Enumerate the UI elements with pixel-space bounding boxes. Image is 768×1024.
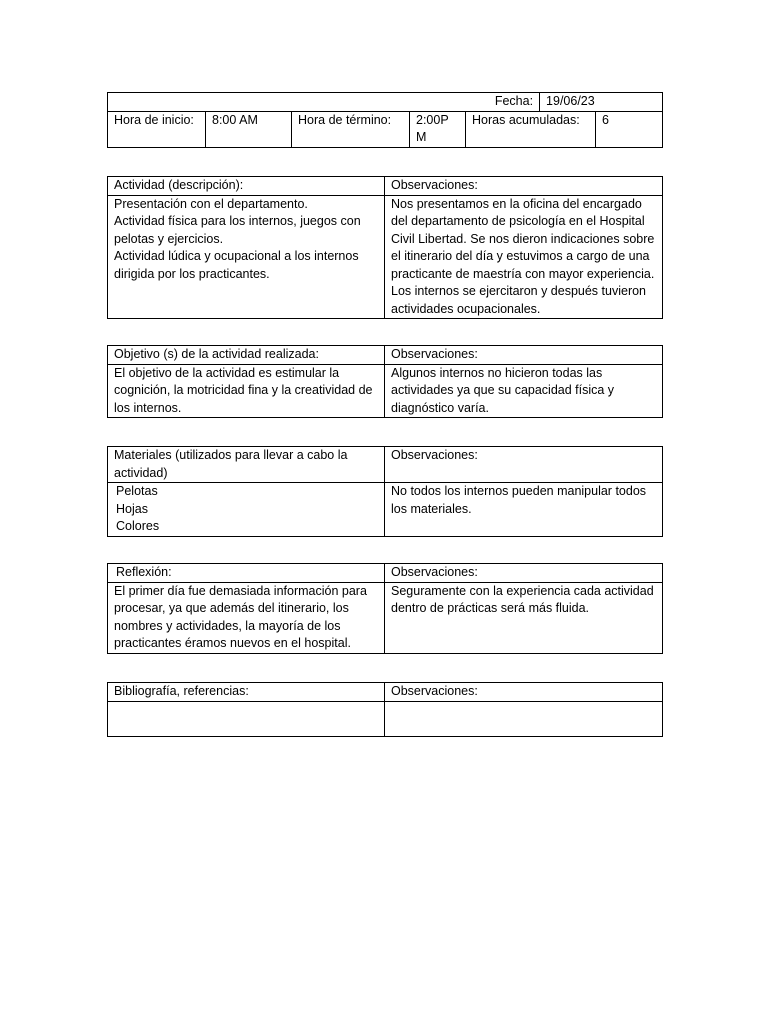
actividad-section [107, 176, 662, 319]
materiales-observaciones-header: Observaciones: [385, 447, 663, 483]
fecha-label: Fecha: [108, 93, 540, 112]
objetivo-section [107, 345, 662, 418]
bibliografia-content [108, 701, 385, 736]
header-table-wrapper [107, 92, 662, 148]
materiales-list: Pelotas Hojas Colores [108, 483, 385, 537]
reflexion-header: Reflexión: [108, 564, 385, 583]
reflexion-observaciones-header: Observaciones: [385, 564, 663, 583]
hora-inicio-label: Hora de inicio: [108, 111, 206, 147]
header-table [107, 92, 663, 148]
hora-termino-value: 2:00P M [410, 111, 466, 147]
hora-inicio-value: 8:00 AM [206, 111, 292, 147]
hora-termino-label: Hora de término: [292, 111, 410, 147]
objetivo-observaciones: Algunos internos no hicieron todas las actividades ya que su capacidad física y diagnóstico varía. [385, 364, 663, 418]
objetivo-observaciones-header: Observaciones: [385, 346, 663, 365]
actividad-observaciones: Nos presentamos en la oficina del encargado del departamento de psicología en el Hospital Civil Libertad. Se nos dieron indicaciones sobre el itinerario del día y estuvimos a cargo de una practicante de maestría con mayor experiencia. Los internos se ejercitaron y después tuvieron actividades ocupacionales. [385, 195, 663, 319]
actividad-table [107, 176, 663, 319]
reflexion-observaciones: Seguramente con la experiencia cada actividad dentro de prácticas será más fluida. [385, 582, 663, 653]
fecha-value: 19/06/23 [540, 93, 663, 112]
materiales-header: Materiales (utilizados para llevar a cabo la actividad) [108, 447, 385, 483]
bibliografia-observaciones [385, 701, 663, 736]
objetivo-header: Objetivo (s) de la actividad realizada: [108, 346, 385, 365]
actividad-header: Actividad (descripción): [108, 177, 385, 196]
reflexion-table [107, 563, 663, 654]
materiales-observaciones: No todos los internos pueden manipular todos los materiales. [385, 483, 663, 537]
bibliografia-section [107, 682, 662, 737]
materiales-section [107, 446, 662, 537]
horas-acumuladas-value: 6 [596, 111, 663, 147]
objetivo-description: El objetivo de la actividad es estimular la cognición, la motricidad fina y la creatividad de los internos. [108, 364, 385, 418]
bibliografia-header: Bibliografía, referencias: [108, 683, 385, 702]
actividad-observaciones-header: Observaciones: [385, 177, 663, 196]
reflexion-description: El primer día fue demasiada información para procesar, ya que además del itinerario, los nombres y actividades, la mayoría de los practicantes éramos nuevos en el hospital. [108, 582, 385, 653]
actividad-description: Presentación con el departamento. Actividad física para los internos, juegos con pelotas y ejercicios. Actividad lúdica y ocupacional a los internos dirigida por los practicantes. [108, 195, 385, 319]
objetivo-table [107, 345, 663, 418]
horas-acumuladas-label: Horas acumuladas: [466, 111, 596, 147]
materiales-table [107, 446, 663, 537]
bibliografia-table [107, 682, 663, 737]
bibliografia-observaciones-header: Observaciones: [385, 683, 663, 702]
reflexion-section [107, 563, 662, 654]
